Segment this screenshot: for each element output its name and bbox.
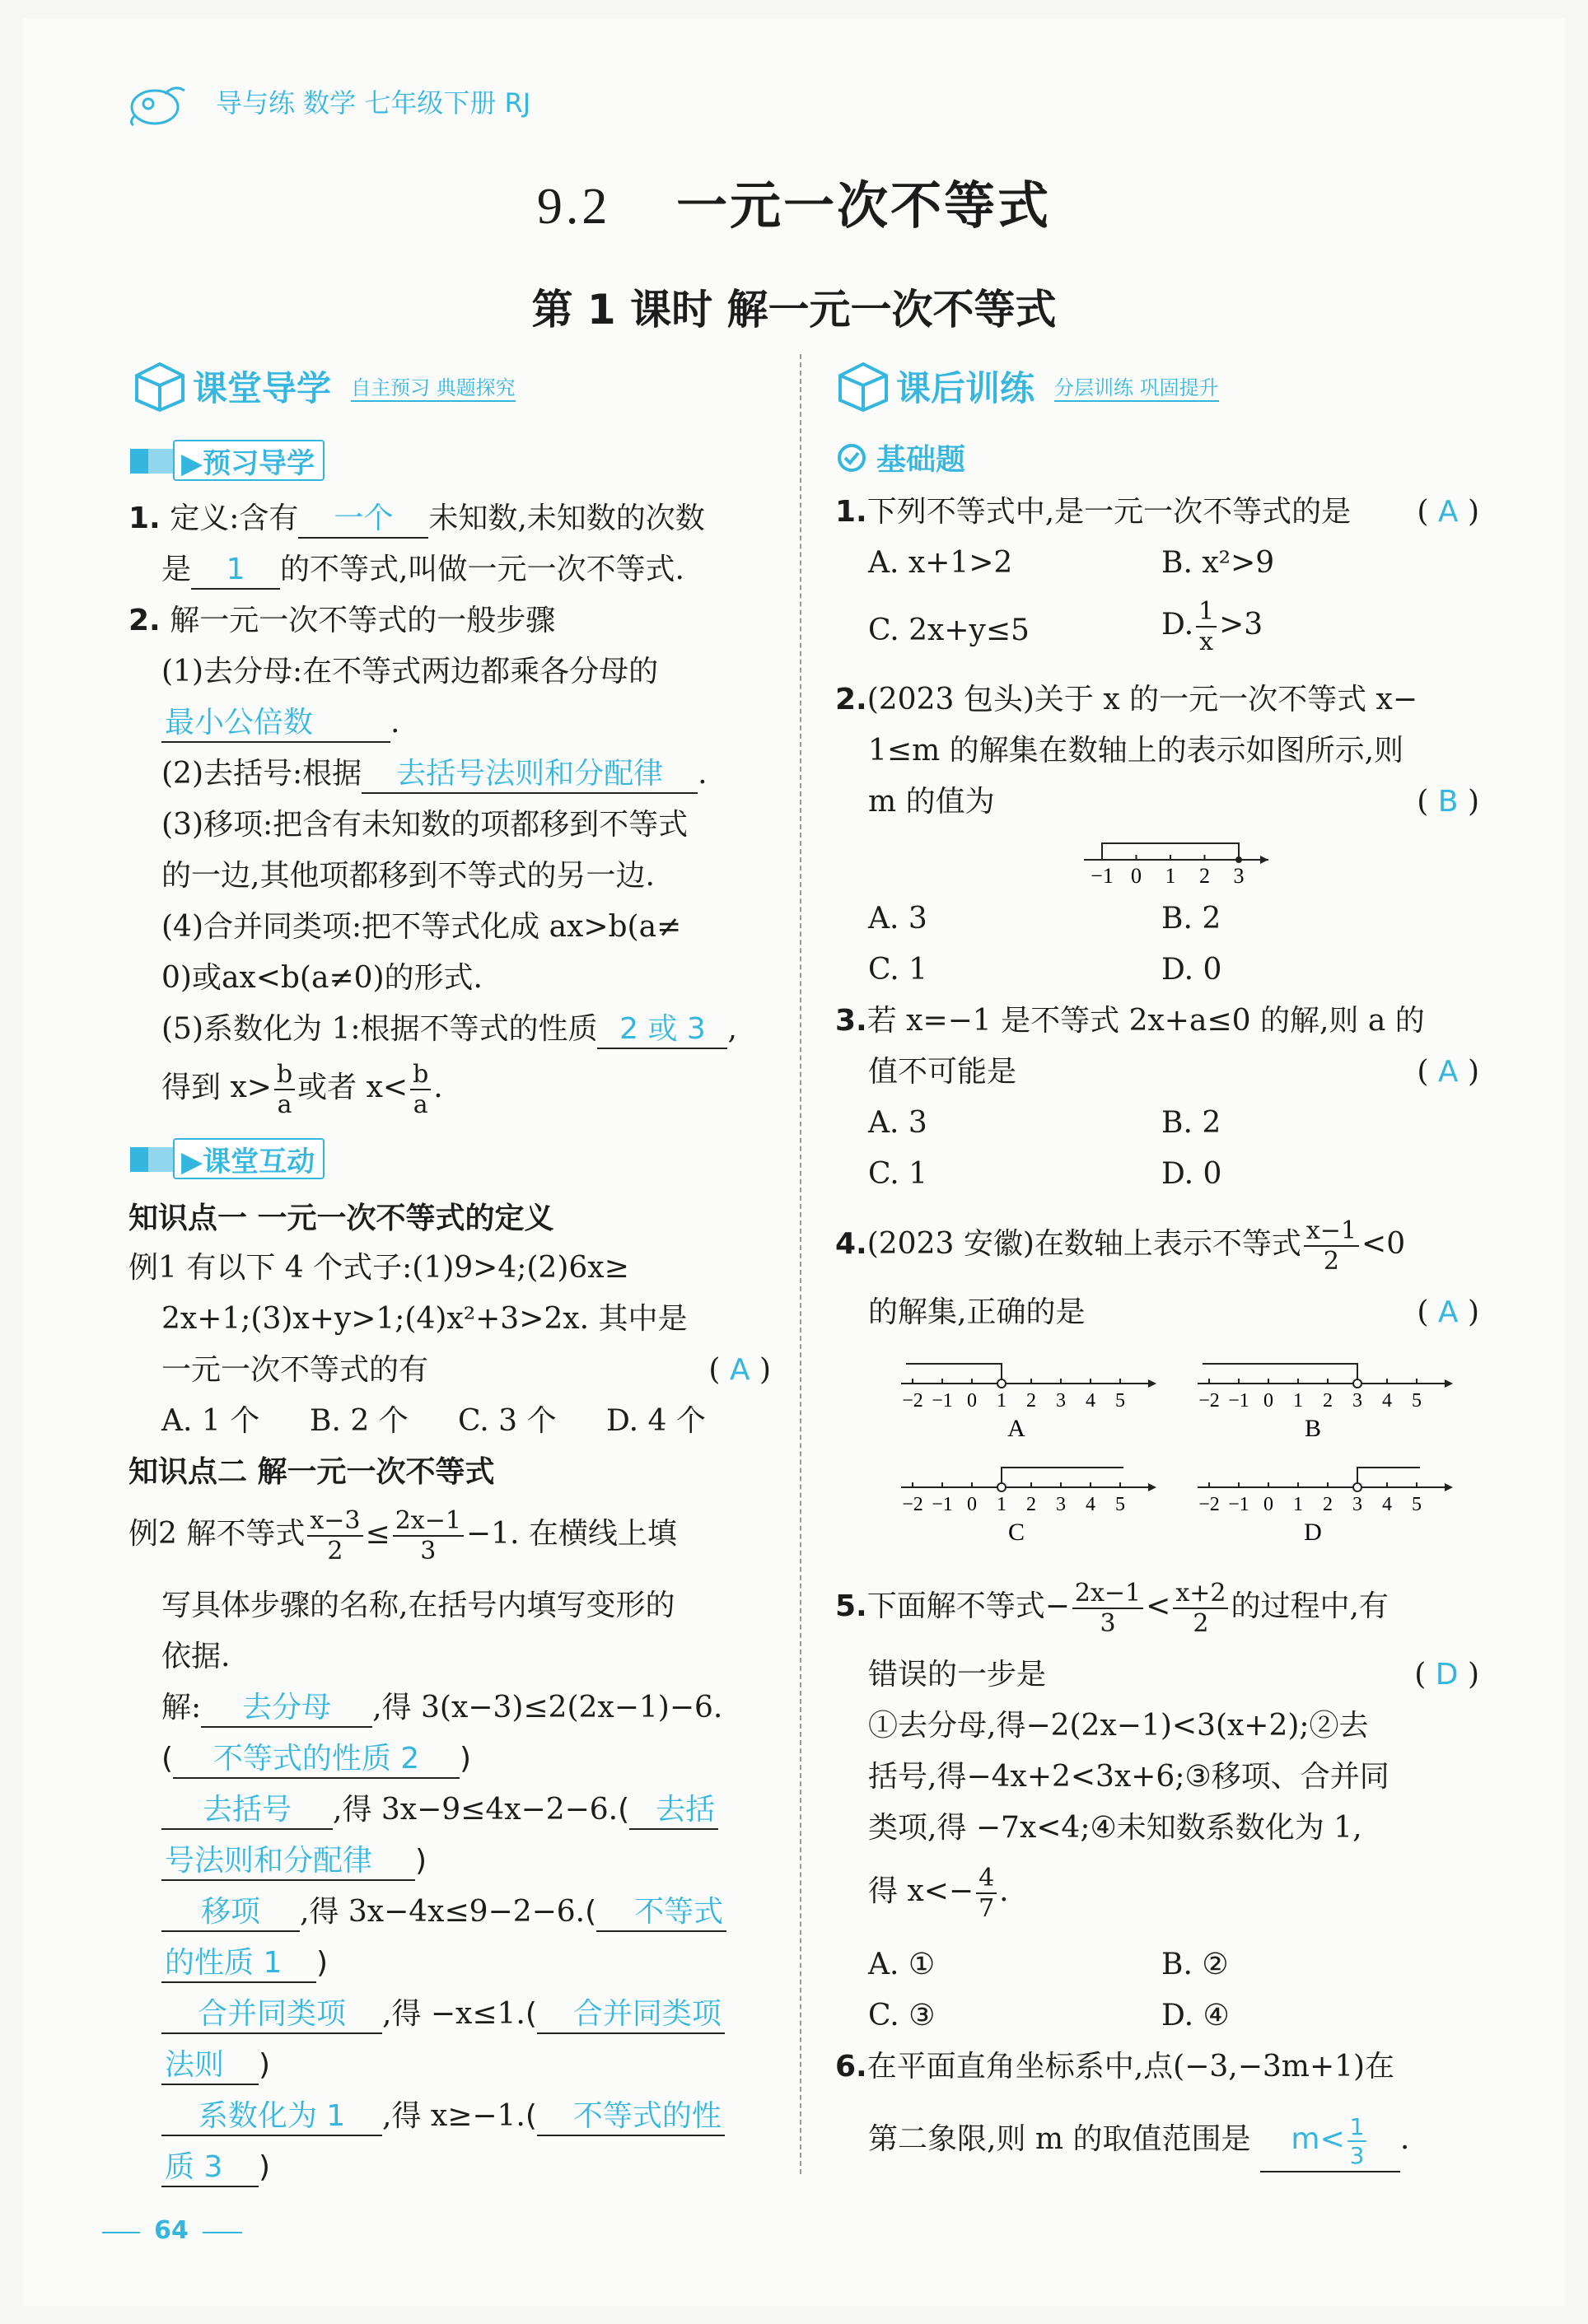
tag-bar-icon [130,444,173,477]
fraction [307,1505,362,1566]
mascot-icon [124,79,189,128]
tick-label: 2 [1323,1494,1333,1515]
example-1-options [161,1403,706,1440]
option-a: A. 1 个 [161,1404,260,1438]
lesson-subtitle: 第 1 课时 解一元一次不等式 [531,286,1057,334]
answer-blank: 不等式的性 [537,2098,725,2136]
example-1-line-3 [161,1352,771,1388]
q2-number-line [1079,832,1277,889]
option-d: D. 4 个 [606,1404,706,1438]
item-number: 2. [128,604,161,637]
numerator: 1 [1196,600,1217,628]
text: 的过程中,有 [1231,1589,1389,1623]
item-number: 4. [835,1227,867,1261]
q3-option-c: C. 1 [868,1157,928,1191]
fraction [410,1059,431,1119]
tick-label: 1 [1293,1494,1303,1515]
denominator: 2 [1323,1246,1340,1276]
text: ,得 −x≤1. [382,1997,525,2031]
denominator: 3 [1100,1608,1116,1638]
item-number: 3. [835,1004,867,1038]
text: (2023 包头)关于 x 的一元一次不等式 x− [866,683,1418,716]
answer: B [1437,785,1459,819]
text: ) [316,1946,329,1980]
q4-option-c-number-line [898,1454,1170,1553]
tick-label: 2 [1026,1390,1036,1412]
tick-label: 4 [1086,1390,1095,1412]
open-endpoint [997,1379,1006,1388]
text: . [390,706,400,740]
answer-blank: 一个 [298,501,428,539]
q5-option-b: B. ② [1161,1948,1229,1981]
text: . [1399,2122,1410,2156]
item-number: 6. [835,2050,867,2084]
answer-paren: ( A ) [1417,495,1479,529]
text: D. [1161,608,1194,642]
open-endpoint [1353,1379,1361,1388]
q1-stem [835,494,1479,530]
tick-label: −2 [1198,1390,1220,1412]
answer-blank [1260,2108,1400,2172]
step-1b [161,705,399,743]
tick-label: 1 [997,1494,1007,1515]
answer-blank: 的性质 1 [161,1945,316,1983]
text: 得 x<− [868,1874,974,1908]
solution-basis-2 [161,1843,427,1881]
tick-label: −1 [1091,864,1114,888]
q2-option-c: C. 1 [868,953,928,987]
q5-line-6 [868,1863,1009,1921]
text: ) [460,1742,472,1776]
q5-option-c: C. ③ [868,1999,936,2032]
denominator: 7 [978,1893,995,1923]
text: ( [525,1997,537,2031]
q3-option-d: D. 0 [1161,1157,1222,1191]
tick-label: 5 [1412,1494,1422,1515]
axis-arrow [1148,1379,1156,1388]
q2-line-1 [835,682,1418,718]
check-circle-icon [835,441,868,474]
text: 值不可能是 [868,1055,1017,1089]
q4-line-2 [868,1295,1479,1331]
axis-arrow [1260,856,1268,864]
answer-blank: 去分母 [201,1690,372,1728]
fraction [1347,2112,1367,2169]
tick-label: 0 [1263,1494,1273,1515]
section-sub-left: 自主预习 典题探究 [351,371,516,402]
step-3b: 的一边,其他项都移到不等式的另一边. [161,859,655,893]
section-header-right [834,359,1219,413]
tick-label: 0 [967,1494,977,1515]
q6-line-1 [835,2049,1394,2085]
page-number-area [102,2215,242,2248]
denominator: a [277,1090,292,1119]
text: (2023 安徽)在数轴上表示不等式 [866,1227,1301,1261]
q3-line-2 [868,1054,1479,1090]
open-endpoint [997,1483,1006,1491]
tick-label: 2 [1323,1390,1333,1412]
knowledge-point-2: 知识点二 解一元一次不等式 [128,1455,495,1489]
solution-step-4 [161,1996,725,2034]
step-1a: (1)去分母:在不等式两边都乘各分母的 [161,655,659,688]
answer-blank: 移项 [161,1894,300,1932]
solution-bracket [1002,1468,1123,1487]
numerator: b [410,1062,431,1090]
answer-blank: 法则 [161,2047,259,2085]
text: 一元一次不等式的有 [161,1353,429,1387]
text: 若 x=−1 是不等式 2x+a≤0 的解,则 a 的 [866,1004,1425,1038]
text: >3 [1219,608,1263,642]
q1-option-d [1161,596,1263,655]
knowledge-point-1: 知识点一 一元一次不等式的定义 [128,1202,554,1235]
option-label: D [1304,1519,1322,1546]
example-1-line-2: 2x+1;(3)x+y>1;(4)x²+3>2x. 其中是 [161,1302,688,1336]
numerator: 4 [976,1866,997,1894]
fraction [1196,596,1217,656]
answer-blank: 2 或 3 [597,1011,727,1049]
denominator: x [1199,627,1214,656]
option-c: C. 3 个 [458,1404,557,1438]
q4-line-1 [835,1216,1405,1274]
item-number: 2. [835,683,867,716]
page-title [0,165,1588,238]
text: ) [259,2150,271,2184]
step-5-result [161,1059,443,1118]
text: ) [259,2048,271,2082]
tick-label: −2 [902,1494,923,1515]
answer-blank: 号法则和分配律 [161,1843,415,1881]
denominator: 2 [1193,1608,1209,1638]
q5-line-3: ①去分母,得−2(2x−1)<3(x+2);②去 [868,1709,1369,1743]
fraction [1173,1578,1228,1638]
numerator: b [274,1062,295,1090]
text: ( [525,2099,537,2133]
tick-label: 4 [1382,1494,1392,1515]
text: 解: [161,1691,202,1724]
cube-icon [130,359,188,413]
fraction [393,1505,464,1566]
answer-blank: 合并同类项 [161,1996,382,2034]
answer-paren: ( A ) [1417,1055,1479,1089]
tick-label: 5 [1115,1390,1125,1412]
text: <0 [1361,1227,1406,1261]
option-label: C [1007,1519,1025,1546]
answer-blank: 不等式 [596,1894,726,1932]
answer-blank: 1 [191,552,280,590]
text: 错误的一步是 [868,1658,1047,1692]
section-header-left [130,359,516,413]
q2-option-b: B. 2 [1161,902,1221,936]
answer: D [1435,1658,1459,1692]
tick-label: −1 [1228,1494,1249,1515]
q5-line-1 [835,1578,1389,1636]
q5-option-d: D. ④ [1161,1999,1230,2032]
numerator: 2x−1 [1072,1581,1143,1609]
q2-line-3 [868,784,1479,820]
q3-line-1 [835,1003,1425,1039]
text: . [433,1071,443,1104]
solution-step-5 [161,2098,725,2136]
tick-label: 3 [1352,1390,1362,1412]
text: 在平面直角坐标系中,点(−3,−3m+1)在 [866,2050,1395,2084]
tick-label: 5 [1412,1390,1422,1412]
text: . [999,1874,1009,1908]
answer-blank: 去括号 [161,1792,333,1830]
answer-blank: 合并同类项 [537,1996,725,2034]
item-number: 5. [835,1589,867,1623]
solution-basis-5 [161,2149,270,2187]
tick-label: 1 [1293,1390,1303,1412]
answer-blank: 去括 [629,1792,718,1830]
answer: A [1437,1055,1459,1089]
solution-basis-3 [161,1945,328,1983]
text: 得到 x> [161,1071,272,1104]
item-number: 1. [835,495,867,529]
text: ) [415,1844,427,1878]
header-series: 导与练 数学 七年级下册 RJ [216,87,531,119]
example-2-line-1 [128,1505,677,1564]
q4-option-d-number-line [1194,1454,1466,1553]
tick-label: 3 [1233,864,1245,888]
page-number: 64 [140,2215,203,2247]
answer-blank: 不等式的性质 2 [173,1741,460,1779]
q5-line-2 [868,1657,1479,1693]
answer: A [1437,495,1459,529]
example-2-line-2: 写具体步骤的名称,在括号内填写变形的 [161,1589,675,1622]
text: 的解集,正确的是 [868,1295,1086,1329]
step-4a: (4)合并同类项:把不等式化成 ax>b(a≠ [161,910,682,944]
solution-bracket [1357,1468,1420,1487]
text: −1. 在横线上填 [465,1517,677,1551]
option-label: A [1007,1415,1025,1442]
text: 下列不等式中,是一元一次不等式的是 [866,495,1352,529]
solution-step-2 [161,1792,771,1830]
answer-blank: 质 3 [161,2149,259,2187]
tick-label: −2 [902,1390,923,1412]
answer: m< [1291,2122,1345,2156]
denominator: a [413,1090,428,1119]
tick-label: 0 [967,1390,977,1412]
tick-label: 5 [1115,1494,1125,1515]
q1-option-a: A. x+1>2 [868,546,1013,580]
steps-heading [128,603,555,639]
preview-tag-label: ▶预习导学 [173,440,325,481]
text: (5)系数化为 1:根据不等式的性质 [161,1012,598,1046]
tick-label: 4 [1086,1494,1095,1515]
option-b: B. 2 个 [310,1404,409,1438]
q3-option-a: A. 3 [868,1106,927,1140]
answer-blank: 最小公倍数 [161,705,390,743]
q2-option-a: A. 3 [868,902,927,936]
answer: A [1437,1295,1459,1329]
answer-paren: ( B ) [1417,785,1479,819]
answer: A [729,1353,750,1387]
text: . [698,757,708,791]
step-2 [161,756,708,794]
numerator: 1 [1347,2116,1367,2142]
text: ,得 3(x−3)≤2(2x−1)−6. [372,1691,723,1724]
answer-paren: ( D ) [1414,1658,1479,1692]
q1-option-b: B. x²>9 [1161,546,1275,580]
text: 例2 解不等式 [128,1517,306,1551]
q4-number-lines [898,1351,1458,1556]
tick-label: −1 [1228,1390,1249,1412]
cube-icon [834,359,891,413]
numerator: 2x−1 [393,1509,464,1537]
section-number: 9.2 [536,179,611,235]
basic-heading [835,436,965,478]
q4-option-b-number-line [1194,1351,1466,1449]
axis-arrow [1445,1379,1453,1388]
text: 解一元一次不等式的一般步骤 [170,604,556,637]
column-divider [800,354,801,2174]
text: 下面解不等式− [866,1589,1070,1623]
tick-label: −1 [932,1390,953,1412]
text: , [727,1012,737,1046]
basic-heading-label: 基础题 [876,443,966,477]
text: ,得 x≥−1. [382,2099,525,2133]
tick-label: 3 [1056,1494,1066,1515]
tick-label: 2 [1026,1494,1036,1515]
text: ,得 3x−9≤4x−2−6. [333,1793,619,1827]
option-label: B [1304,1415,1322,1442]
text: 未知数,未知数的次数 [428,502,705,535]
q5-option-a: A. ① [868,1948,936,1981]
numerator: x−3 [307,1509,362,1537]
def-line-2 [161,552,684,590]
tick-label: 3 [1056,1390,1066,1412]
q2-line-2: 1≤m 的解集在数轴上的表示如图所示,则 [868,734,1404,768]
numerator: x−1 [1304,1219,1359,1247]
solution-bracket [906,1364,1002,1384]
example-1-line-1: 例1 有以下 4 个式子:(1)9>4;(2)6x≥ [128,1251,629,1285]
section-sub-right: 分层训练 巩固提升 [1054,371,1219,402]
answer-blank: 系数化为 1 [161,2098,382,2136]
tick-label: 1 [1165,864,1176,888]
fraction [976,1863,997,1923]
tag-bar-icon [130,1142,173,1175]
text: 第二象限,则 m 的取值范围是 [868,2122,1251,2156]
solution-basis-1 [161,1741,471,1779]
q5-line-5: 类项,得 −7x<4;④未知数系数化为 1, [868,1811,1362,1845]
section-title-right: 课后训练 [896,368,1035,408]
fraction [1072,1578,1143,1638]
q6-line-2 [868,2108,1409,2172]
q4-option-a-number-line [898,1351,1170,1449]
q2-option-d: D. 0 [1161,953,1222,987]
text: ( [161,1742,174,1776]
q5-line-4: 括号,得−4x+2<3x+6;③移项、合并同 [868,1760,1390,1794]
text: ( [585,1895,597,1929]
text: m 的值为 [868,785,995,819]
preview-tag [130,440,325,481]
step-4b: 0)或ax<b(a≠0)的形式. [161,961,483,995]
tick-label: 4 [1382,1390,1392,1412]
axis-arrow [1148,1483,1156,1491]
tick-label: 0 [1263,1390,1273,1412]
solution-basis-4 [161,2047,270,2085]
tick-label: 0 [1131,864,1142,888]
text: ,得 3x−4x≤9−2−6. [300,1895,586,1929]
text: 或者 x< [297,1071,409,1104]
solid-endpoint [1235,856,1242,863]
interact-tag [130,1138,325,1179]
fraction [1304,1216,1359,1276]
tick-label: 2 [1199,864,1210,888]
tick-label: 3 [1352,1494,1362,1515]
q1-option-c: C. 2x+y≤5 [868,614,1030,647]
item-number: 1. [128,502,161,535]
text: 的不等式,叫做一元一次不等式. [280,553,684,586]
text: (2)去括号:根据 [161,757,362,791]
text: < [1146,1589,1171,1623]
answer-paren: ( A ) [1417,1295,1479,1329]
numerator: x+2 [1173,1581,1228,1609]
def-line-1 [128,501,705,539]
axis-arrow [1445,1483,1453,1491]
denominator: 2 [327,1536,343,1566]
tick-label: −1 [932,1494,953,1515]
fraction [274,1059,295,1119]
text: ( [618,1793,630,1827]
text: 定义:含有 [170,502,299,535]
answer-blank: 去括号法则和分配律 [362,756,698,794]
section-title: 一元一次不等式 [676,175,1052,236]
section-title-left: 课堂导学 [193,368,332,408]
step-3a: (3)移项:把含有未知数的项都移到不等式 [161,808,689,842]
answer-paren: ( A ) [708,1353,771,1387]
denominator: 3 [420,1536,437,1566]
q3-option-b: B. 2 [1161,1106,1221,1140]
text: 是 [161,553,192,586]
solution-step-1 [161,1690,722,1728]
open-endpoint [1353,1483,1361,1491]
example-2-line-3: 依据. [161,1640,231,1673]
interact-tag-label: ▶课堂互动 [173,1138,325,1179]
solution-bracket [1203,1364,1357,1384]
denominator: 3 [1349,2141,1365,2169]
text: ≤ [365,1517,390,1551]
tick-label: −2 [1198,1494,1220,1515]
solution-step-3 [161,1894,726,1932]
tick-label: 1 [997,1390,1007,1412]
step-5 [161,1011,737,1049]
